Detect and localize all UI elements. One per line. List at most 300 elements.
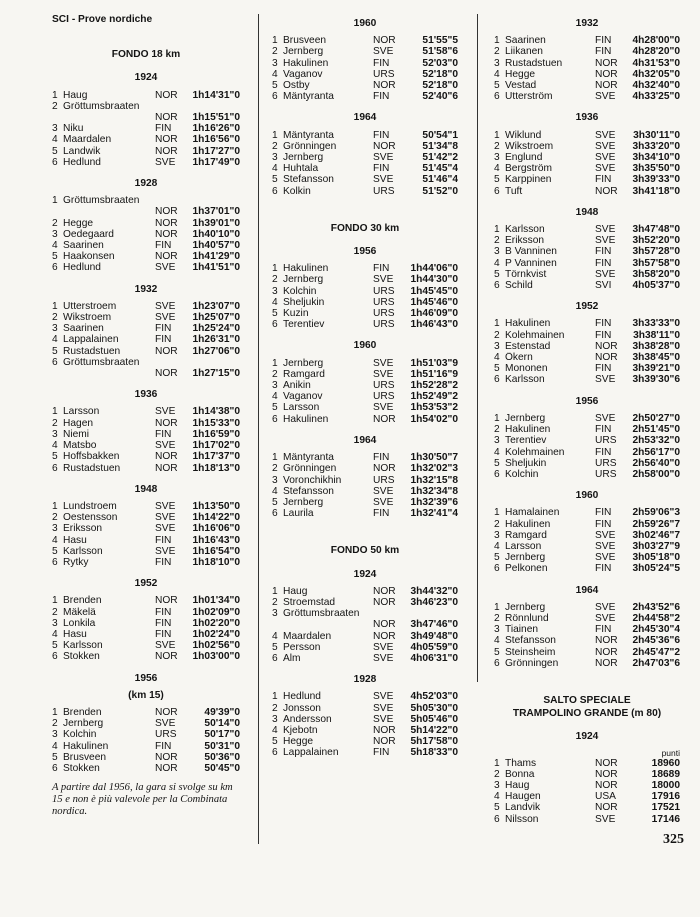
result-value: 3h33'20"0 xyxy=(632,140,680,152)
result-row xyxy=(272,463,458,474)
nation-code: FIN xyxy=(595,563,612,575)
nation-code: NOR xyxy=(595,68,618,80)
nation-code: NOR xyxy=(595,768,618,780)
result-value: 3h38'45"0 xyxy=(632,352,680,364)
result-value: 2h58'00"0 xyxy=(632,468,680,480)
year-heading: 1924 xyxy=(134,72,158,84)
result-row-continuation xyxy=(52,112,240,123)
year-heading: 1964 xyxy=(353,434,377,446)
result-value: 4h28'00"0 xyxy=(632,35,680,47)
result-value: 50'17"0 xyxy=(204,729,240,741)
result-row xyxy=(494,469,680,480)
athlete-name: Hedlund xyxy=(63,156,101,168)
rank-number: 1 xyxy=(272,35,278,47)
rank-number: 2 xyxy=(52,606,58,618)
rank-number: 4 xyxy=(494,352,500,364)
rank-number: 2 xyxy=(52,417,58,429)
nation-code: FIN xyxy=(155,323,172,335)
nation-code: SVE xyxy=(595,268,616,280)
result-value: 3h38'28"0 xyxy=(632,340,680,352)
nation-code: NOR xyxy=(155,462,178,474)
nation-code: FIN xyxy=(155,123,172,135)
result-value: 3h58'20"0 xyxy=(632,268,680,280)
result-value: 51'52"0 xyxy=(422,185,458,197)
result-value: 50'36"0 xyxy=(204,751,240,763)
rank-number: 3 xyxy=(52,428,58,440)
nation-code: NOR xyxy=(155,89,178,101)
result-row xyxy=(52,451,240,462)
result-row xyxy=(272,703,458,714)
rank-number: 1 xyxy=(52,500,58,512)
nation-code: NOR xyxy=(595,657,618,669)
athlete-name: Gröttumsbraaten xyxy=(63,100,140,112)
result-value: 1h52'49"2 xyxy=(410,391,458,403)
rank-number: 4 xyxy=(494,68,500,80)
nation-code: SVE xyxy=(595,235,616,247)
year-heading: 1960 xyxy=(575,490,599,502)
result-row xyxy=(52,741,240,752)
nation-code: SVE xyxy=(373,713,394,725)
year-heading: 1960 xyxy=(353,340,377,352)
rank-number: 1 xyxy=(272,357,278,369)
athlete-name: Vaganov xyxy=(283,68,323,80)
result-row xyxy=(52,718,240,729)
nation-code: NOR xyxy=(595,340,618,352)
rank-number: 6 xyxy=(52,556,58,568)
result-value: 2h53'32"0 xyxy=(632,435,680,447)
nation-code: SVE xyxy=(373,402,394,414)
distance-note: (km 15) xyxy=(128,689,164,701)
result-value: 17521 xyxy=(651,802,680,814)
year-heading: 1964 xyxy=(353,112,377,124)
result-row xyxy=(52,251,240,262)
result-row xyxy=(494,563,680,574)
rank-number: 5 xyxy=(52,640,58,652)
nation-code: FIN xyxy=(155,428,172,440)
result-row xyxy=(272,402,458,413)
nation-code: SVE xyxy=(595,374,616,386)
nation-code: FIN xyxy=(595,246,612,258)
nation-code: URS xyxy=(595,468,617,480)
result-row xyxy=(52,501,240,512)
nation-code: NOR xyxy=(155,345,178,357)
nation-code: URS xyxy=(595,457,617,469)
rank-number: 5 xyxy=(272,174,278,186)
result-value: 1h26'31"0 xyxy=(192,334,240,346)
result-row xyxy=(52,651,240,662)
rank-number: 5 xyxy=(494,80,500,92)
nation-code: FIN xyxy=(373,263,390,275)
rank-number: 6 xyxy=(52,156,58,168)
athlete-name: B Vanninen xyxy=(505,246,557,258)
result-row xyxy=(494,447,680,458)
rank-number: 6 xyxy=(272,319,278,331)
rank-number: 2 xyxy=(272,702,278,714)
athlete-name: Brenden xyxy=(63,706,102,718)
athlete-name: Stokken xyxy=(63,651,100,663)
nation-code: SVE xyxy=(373,652,394,664)
athlete-name: Törnkvist xyxy=(505,268,547,280)
nation-code: NOR xyxy=(373,736,396,748)
result-value: 2h56'17"0 xyxy=(632,446,680,458)
rank-number: 2 xyxy=(494,140,500,152)
nation-code: NOR xyxy=(155,228,178,240)
name-spacer xyxy=(63,112,155,123)
athlete-name: Wikstroem xyxy=(505,140,554,152)
nation-code: SVE xyxy=(155,300,176,312)
result-row xyxy=(52,607,240,618)
column-right xyxy=(494,14,680,825)
nation-code: URS xyxy=(373,474,395,486)
athlete-name: Hakulinen xyxy=(505,518,551,530)
athlete-name: Jernberg xyxy=(63,718,104,730)
rank-number: 1 xyxy=(52,406,58,418)
result-value: 3h47'48"0 xyxy=(632,224,680,236)
athlete-name: Jernberg xyxy=(505,552,546,564)
result-value: 1h16'26"0 xyxy=(192,123,240,135)
nation-code: SVE xyxy=(595,152,616,164)
nation-code: SVE xyxy=(373,691,394,703)
result-row xyxy=(52,134,240,145)
nation-code: USA xyxy=(595,791,616,803)
nation-code: NOR xyxy=(373,463,396,475)
result-row xyxy=(272,747,458,758)
result-value: 3h39'30"6 xyxy=(632,374,680,386)
rank-number: 4 xyxy=(494,635,500,647)
nation-code: NOR xyxy=(155,762,178,774)
page-number: 325 xyxy=(663,832,684,847)
result-row xyxy=(494,163,680,174)
result-row xyxy=(272,186,458,197)
athlete-name: Stokken xyxy=(63,762,100,774)
result-row xyxy=(272,653,458,664)
athlete-name: Kolkin xyxy=(283,185,311,197)
result-row xyxy=(52,546,240,557)
result-row xyxy=(272,725,458,736)
result-row xyxy=(52,323,240,334)
nation-code: NOR xyxy=(373,619,396,631)
result-value: 2h45'36"6 xyxy=(632,635,680,647)
page-header: SCI - Prove nordiche xyxy=(52,14,153,25)
rank-number: 1 xyxy=(494,318,500,330)
result-row xyxy=(494,69,680,80)
nation-code: SVE xyxy=(155,440,176,452)
nation-code: SVE xyxy=(373,152,394,164)
rank-number: 4 xyxy=(494,257,500,269)
nation-code: SVE xyxy=(595,129,616,141)
rank-number: 5 xyxy=(272,641,278,653)
result-row xyxy=(494,363,680,374)
athlete-name: Jernberg xyxy=(283,46,324,58)
athlete-name: Hagen xyxy=(63,417,94,429)
result-row xyxy=(272,486,458,497)
result-row xyxy=(494,58,680,69)
athlete-name: Maardalen xyxy=(63,134,112,146)
athlete-name: Haug xyxy=(283,585,308,597)
nation-code: NOR xyxy=(595,802,618,814)
athlete-name: Jernberg xyxy=(283,152,324,164)
result-value: 4h52'03"0 xyxy=(410,691,458,703)
result-value: 5h05'30"0 xyxy=(410,702,458,714)
result-value: 1h15'33"0 xyxy=(192,417,240,429)
nation-code: SVE xyxy=(155,262,176,274)
result-value: 1h37'01"0 xyxy=(192,206,240,218)
athlete-name: Larsson xyxy=(283,402,320,414)
nation-code: NOR xyxy=(595,352,618,364)
result-value: 2h56'40"0 xyxy=(632,457,680,469)
result-value: 51'34"8 xyxy=(422,140,458,152)
nation-code: SVE xyxy=(373,368,394,380)
nation-code: NOR xyxy=(155,368,178,380)
result-row xyxy=(52,729,240,740)
rank-number: 1 xyxy=(272,452,278,464)
athlete-name: Ökern xyxy=(505,352,533,364)
result-row xyxy=(52,535,240,546)
nation-code: URS xyxy=(373,319,395,331)
athlete-name: Gröttumsbraaten xyxy=(63,195,140,207)
result-row xyxy=(494,814,680,825)
athlete-name: Utterstroem xyxy=(63,300,117,312)
result-value: 1h17'27"0 xyxy=(192,145,240,157)
result-value: 1h16'59"0 xyxy=(192,428,240,440)
rank-number: 4 xyxy=(272,724,278,736)
athlete-name: Hedlund xyxy=(63,262,101,274)
result-value: 3h46'23"0 xyxy=(410,596,458,608)
rank-number: 4 xyxy=(494,540,500,552)
section-title: FONDO 30 km xyxy=(330,222,400,234)
rank-number: 1 xyxy=(272,263,278,275)
rank-number: 4 xyxy=(494,163,500,175)
result-row xyxy=(494,541,680,552)
athlete-name: Grönningen xyxy=(283,140,337,152)
result-value: 1h27'06"0 xyxy=(192,345,240,357)
nation-code: FIN xyxy=(155,240,172,252)
rank-number: 6 xyxy=(494,657,500,669)
rank-number: 2 xyxy=(272,368,278,380)
athlete-name: Mäkelä xyxy=(63,606,96,618)
rank-number: 6 xyxy=(52,651,58,663)
rank-number: 3 xyxy=(52,729,58,741)
result-row xyxy=(52,357,240,368)
athlete-name: Karlsson xyxy=(63,640,103,652)
athlete-name: Landvik xyxy=(505,802,541,814)
nation-code: SVE xyxy=(155,512,176,524)
result-row xyxy=(52,157,240,168)
nation-code: FIN xyxy=(373,57,390,69)
result-value: 52'40"6 xyxy=(422,91,458,103)
rank-number: 5 xyxy=(272,496,278,508)
result-value: 1h46'09"0 xyxy=(410,308,458,320)
rank-number: 6 xyxy=(494,563,500,575)
rank-number: 5 xyxy=(52,251,58,263)
rank-number: 2 xyxy=(52,512,58,524)
nation-code: FIN xyxy=(595,507,612,519)
athlete-name: Thams xyxy=(505,757,537,769)
athlete-name: Hegge xyxy=(505,68,536,80)
result-row xyxy=(494,174,680,185)
result-row xyxy=(272,452,458,463)
athlete-name: Karppinen xyxy=(505,174,552,186)
nation-code: NOR xyxy=(595,185,618,197)
nation-code: NOR xyxy=(373,596,396,608)
athlete-name: Vaganov xyxy=(283,391,323,403)
result-row xyxy=(272,631,458,642)
result-value: 52'03"0 xyxy=(422,57,458,69)
rank-number: 3 xyxy=(272,608,278,620)
nation-code: SVE xyxy=(155,500,176,512)
nation-code: SVE xyxy=(595,552,616,564)
nation-code: URS xyxy=(595,435,617,447)
nation-code: FIN xyxy=(373,508,390,520)
athlete-name: Terentiev xyxy=(283,319,325,331)
rank-number: 1 xyxy=(52,89,58,101)
section-title: FONDO 50 km xyxy=(330,545,400,557)
rank-number: 6 xyxy=(52,462,58,474)
athlete-name: Steinsheim xyxy=(505,646,556,658)
athlete-name: Ramgard xyxy=(283,368,325,380)
result-value: 3h02'46"7 xyxy=(632,529,680,541)
nation-code: NOR xyxy=(595,646,618,658)
result-value: 51'45"4 xyxy=(422,163,458,175)
rank-number: 6 xyxy=(494,468,500,480)
rank-number: 6 xyxy=(52,762,58,774)
result-row xyxy=(494,507,680,518)
athlete-name: Kolchin xyxy=(283,285,317,297)
result-row xyxy=(272,174,458,185)
rank-spacer xyxy=(52,206,63,217)
rank-number: 5 xyxy=(52,345,58,357)
result-row xyxy=(272,736,458,747)
rank-number: 5 xyxy=(272,402,278,414)
result-row xyxy=(272,714,458,725)
result-value: 1h45'45"0 xyxy=(410,285,458,297)
rank-number: 4 xyxy=(494,791,500,803)
nation-code: URS xyxy=(373,391,395,403)
nation-code: FIN xyxy=(373,747,390,759)
nation-code: NOR xyxy=(595,57,618,69)
result-value: 2h44'58"2 xyxy=(632,612,680,624)
athlete-name: Hedlund xyxy=(283,691,321,703)
athlete-name: Andersson xyxy=(283,713,332,725)
result-value: 50'31"0 xyxy=(204,740,240,752)
nation-code: FIN xyxy=(155,534,172,546)
result-row xyxy=(494,246,680,257)
rank-number: 3 xyxy=(272,152,278,164)
year-heading: 1956 xyxy=(134,672,158,684)
result-row xyxy=(272,358,458,369)
result-row xyxy=(494,80,680,91)
nation-code: SVE xyxy=(373,496,394,508)
result-value: 17916 xyxy=(651,791,680,803)
rank-number: 6 xyxy=(494,185,500,197)
rank-number: 3 xyxy=(272,474,278,486)
result-row xyxy=(494,341,680,352)
nation-code: FIN xyxy=(373,163,390,175)
athlete-name: Hasu xyxy=(63,628,87,640)
result-row xyxy=(272,69,458,80)
nation-code: NOR xyxy=(155,451,178,463)
section-subtitle: TRAMPOLINO GRANDE (m 80) xyxy=(512,708,662,720)
result-value: 3h47'46"0 xyxy=(410,619,458,631)
rank-number: 4 xyxy=(272,485,278,497)
result-row xyxy=(494,769,680,780)
nation-code: URS xyxy=(373,308,395,320)
nation-code: NOR xyxy=(373,724,396,736)
nation-code: FIN xyxy=(595,257,612,269)
result-value: 1h02'09"0 xyxy=(192,606,240,618)
athlete-name: Brusveen xyxy=(63,751,107,763)
result-row xyxy=(494,552,680,563)
nation-code: FIN xyxy=(155,740,172,752)
athlete-name: Kuzin xyxy=(283,308,309,320)
result-value: 1h32'02"3 xyxy=(410,463,458,475)
nation-code: FIN xyxy=(595,318,612,330)
athlete-name: Larsson xyxy=(505,540,542,552)
athlete-name: Lappalainen xyxy=(283,747,339,759)
result-row xyxy=(272,380,458,391)
result-row xyxy=(494,91,680,102)
result-row xyxy=(494,280,680,291)
nation-code: NOR xyxy=(155,206,178,218)
result-row xyxy=(272,286,458,297)
rank-number: 3 xyxy=(494,435,500,447)
athlete-name: Jernberg xyxy=(505,601,546,613)
athlete-name: Hakulinen xyxy=(283,263,329,275)
rank-number: 4 xyxy=(52,628,58,640)
result-value: 1h51'16"9 xyxy=(410,368,458,380)
result-value: 2h45'30"4 xyxy=(632,624,680,636)
athlete-name: Sheljukin xyxy=(283,296,325,308)
nation-code: SVE xyxy=(373,46,394,58)
athlete-name: Haakonsen xyxy=(63,251,115,263)
result-row xyxy=(494,519,680,530)
rank-number: 5 xyxy=(494,174,500,186)
athlete-name: Haug xyxy=(505,779,530,791)
nation-code: SVE xyxy=(155,156,176,168)
athlete-name: Alm xyxy=(283,652,301,664)
result-row xyxy=(494,780,680,791)
rank-number: 6 xyxy=(272,91,278,103)
athlete-name: Saarinen xyxy=(63,240,104,252)
result-row-continuation xyxy=(52,206,240,217)
nation-code: URS xyxy=(373,68,395,80)
athlete-name: Rönnlund xyxy=(505,612,549,624)
rank-number: 3 xyxy=(272,285,278,297)
nation-code: SVE xyxy=(155,640,176,652)
rank-number: 4 xyxy=(272,163,278,175)
athlete-name: Hakulinen xyxy=(283,413,329,425)
result-row xyxy=(52,240,240,251)
nation-code: FIN xyxy=(155,334,172,346)
rank-number: 3 xyxy=(272,713,278,725)
rank-number: 6 xyxy=(494,374,500,386)
rank-number: 6 xyxy=(52,262,58,274)
nation-code: SVE xyxy=(373,274,394,286)
athlete-name: Gröttumsbraaten xyxy=(63,356,140,368)
rank-number: 6 xyxy=(272,185,278,197)
athlete-name: Haugen xyxy=(505,791,541,803)
name-spacer xyxy=(63,206,155,217)
result-value: 1h32'41"4 xyxy=(410,508,458,520)
athlete-name: Englund xyxy=(505,152,543,164)
result-value: 3h35'50"0 xyxy=(632,163,680,175)
athlete-name: Mononen xyxy=(505,363,548,375)
column-divider xyxy=(258,14,259,844)
result-value: 1h39'01"0 xyxy=(192,217,240,229)
rank-number: 6 xyxy=(52,356,58,368)
nation-code: URS xyxy=(373,296,395,308)
result-row xyxy=(52,463,240,474)
